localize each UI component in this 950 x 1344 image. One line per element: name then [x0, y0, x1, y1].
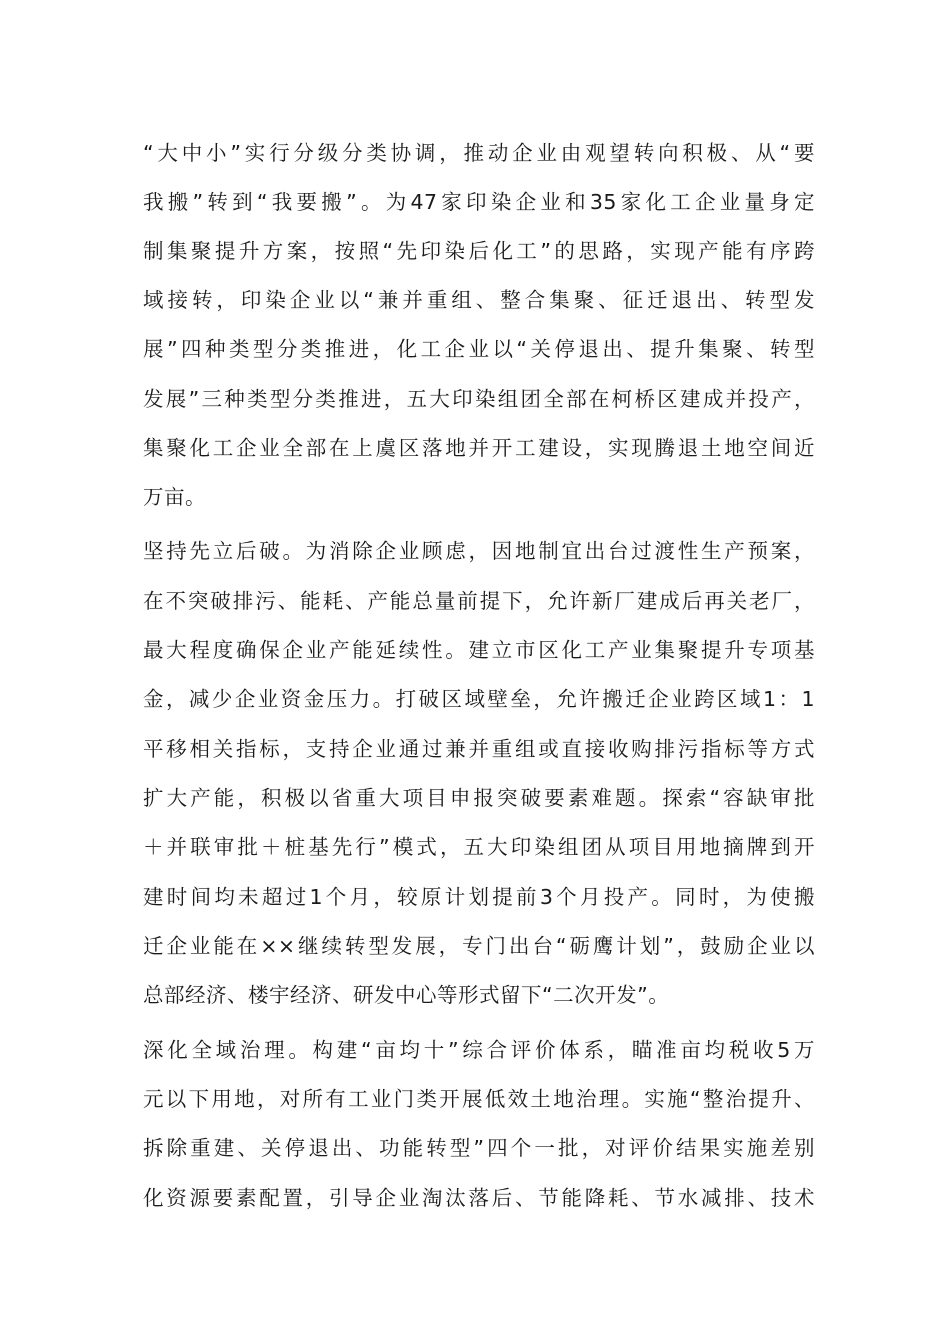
text-line: 最大程度确保企业产能延续性。建立市区化工产业集聚提升专项基	[143, 638, 815, 662]
text-line: 展”四种类型分类推进，化工企业以“关停退出、提升集聚、转型	[143, 337, 815, 361]
text-line: 万亩。	[143, 485, 206, 509]
text-line: 我搬”转到“我要搬”。为47家印染企业和35家化工企业量身定	[143, 190, 815, 214]
text-line: 域接转，印染企业以“兼并重组、整合集聚、征迁退出、转型发	[143, 288, 815, 312]
text-line: 拆除重建、关停退出、功能转型”四个一批，对评价结果实施差别	[143, 1136, 815, 1160]
text-line: 发展”三种类型分类推进，五大印染组团全部在柯桥区建成并投产，	[143, 387, 815, 411]
text-line: 在不突破排污、能耗、产能总量前提下，允许新厂建成后再关老厂，	[143, 589, 815, 613]
text-line: 平移相关指标，支持企业通过兼并重组或直接收购排污指标等方式	[143, 737, 815, 761]
text-line: 金，减少企业资金压力。打破区域壁垒，允许搬迁企业跨区域1：1	[143, 687, 815, 711]
text-line: ＋并联审批＋桩基先行”模式，五大印染组团从项目用地摘牌到开	[143, 835, 815, 859]
text-line: 坚持先立后破。为消除企业顾虑，因地制宜出台过渡性生产预案，	[143, 539, 815, 563]
text-line: 迁企业能在××继续转型发展，专门出台“砺鹰计划”，鼓励企业以	[143, 934, 815, 958]
text-line: 集聚化工企业全部在上虞区落地并开工建设，实现腾退土地空间近	[143, 436, 815, 460]
text-line: 扩大产能，积极以省重大项目申报突破要素难题。探索“容缺审批	[143, 786, 815, 810]
text-line: 深化全域治理。构建“亩均十”综合评价体系，瞄准亩均税收5万	[143, 1038, 815, 1062]
text-line: 元以下用地，对所有工业门类开展低效土地治理。实施“整治提升、	[143, 1087, 815, 1111]
text-line: 化资源要素配置，引导企业淘汰落后、节能降耗、节水减排、技术	[143, 1186, 815, 1210]
text-line: 总部经济、楼宇经济、研发中心等形式留下“二次开发”。	[143, 983, 670, 1007]
text-line: “大中小”实行分级分类协调，推动企业由观望转向积极、从“要	[143, 141, 815, 165]
text-line: 建时间均未超过1个月，较原计划提前3个月投产。同时，为使搬	[143, 885, 815, 909]
text-line: 制集聚提升方案，按照“先印染后化工”的思路，实现产能有序跨	[143, 239, 815, 263]
